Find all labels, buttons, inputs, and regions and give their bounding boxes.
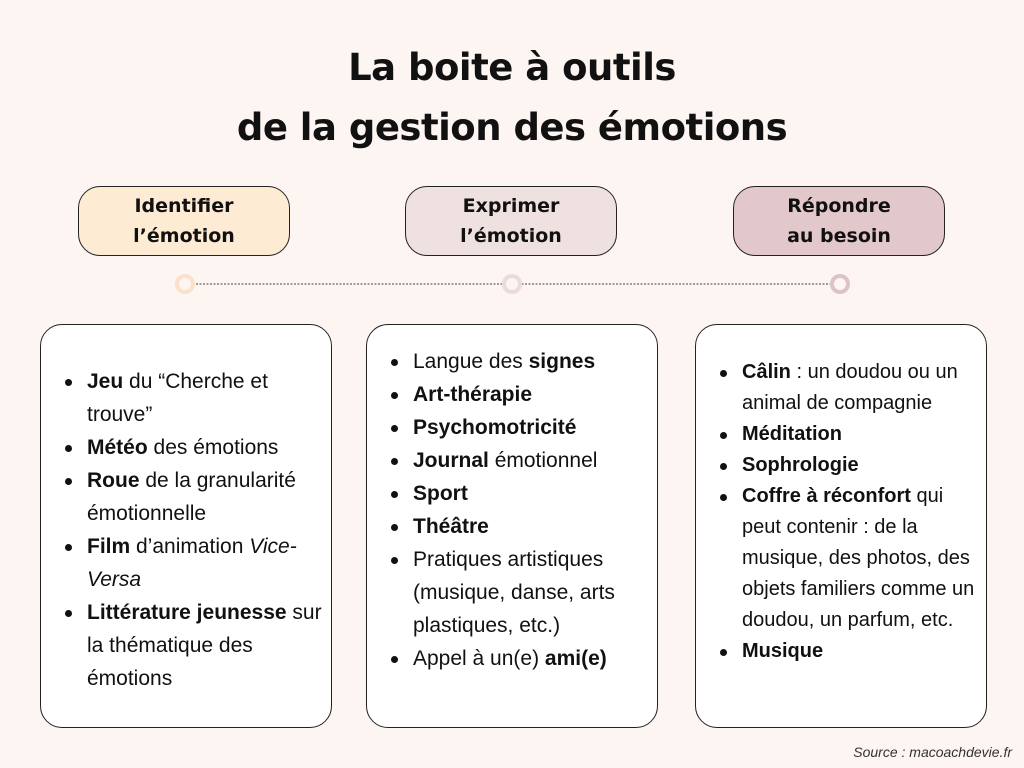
tool-name: Coffre à réconfort	[742, 485, 911, 507]
tool-name: Météo	[87, 436, 148, 459]
tool-item	[716, 636, 978, 667]
tool-name: signes	[528, 350, 596, 373]
tool-description: du “Cherche et trouve”	[87, 370, 268, 426]
tool-item	[61, 365, 323, 431]
tool-description: : un doudou ou un animal de compagnie	[742, 361, 958, 414]
tool-item	[387, 477, 649, 510]
tool-title-italic: Vice-Versa	[87, 535, 297, 591]
tool-description: Appel à un(e)	[413, 647, 545, 670]
tool-name: Art-thérapie	[413, 383, 533, 406]
tools-list-repondre	[716, 357, 978, 667]
tool-item	[716, 481, 978, 636]
step-repondre-line-1: Répondre	[787, 195, 891, 217]
tool-description: des émotions	[147, 436, 279, 459]
tool-item	[61, 596, 323, 695]
tools-list-exprimer	[387, 345, 649, 675]
tool-name: Littérature jeunesse	[87, 601, 287, 624]
tool-name: Sport	[413, 482, 468, 505]
tool-name: ami(e)	[544, 647, 607, 670]
tool-item	[716, 419, 978, 450]
tool-item	[387, 510, 649, 543]
step-exprimer	[405, 186, 617, 256]
tool-description: d’animation	[130, 535, 250, 558]
tool-description: Langue des	[413, 350, 529, 373]
tool-name: Journal	[413, 449, 489, 472]
timeline-dot-1	[177, 276, 193, 292]
step-identifier-line-2: l’émotion	[133, 225, 235, 247]
tool-name: Sophrologie	[742, 454, 859, 476]
tool-item	[61, 464, 323, 530]
card-exprimer	[366, 324, 658, 728]
step-exprimer-line-2: l’émotion	[460, 225, 562, 247]
title-line-1: La boite à outils	[348, 46, 676, 89]
tool-description: émotionnel	[488, 449, 598, 472]
tool-name: Roue	[87, 469, 140, 492]
tool-description: qui peut contenir : de la musique, des photos, des objets familiers comme un doudou, un parfum, etc.	[742, 485, 975, 631]
tool-name: Psychomotricité	[413, 416, 577, 439]
step-repondre	[733, 186, 945, 256]
tool-item	[61, 431, 323, 464]
source-credit: Source : macoachdevie.fr	[853, 744, 1012, 760]
tool-item	[387, 378, 649, 411]
tool-description: sur la thématique des émotions	[87, 601, 322, 690]
timeline-dot-2	[504, 276, 520, 292]
tool-item	[387, 642, 649, 675]
tool-description: Pratiques artistiques (musique, danse, arts plastiques, etc.)	[413, 548, 615, 637]
timeline-dot-3	[832, 276, 848, 292]
tool-item	[387, 411, 649, 444]
tool-item	[387, 345, 649, 378]
title-line-2: de la gestion des émotions	[236, 106, 788, 149]
tool-name: Méditation	[742, 423, 842, 445]
tool-item	[61, 530, 323, 596]
tool-name: Jeu	[87, 370, 124, 393]
tool-description: de la granularité émotionnelle	[87, 469, 296, 525]
tool-name: Câlin	[742, 361, 791, 383]
card-identifier	[40, 324, 332, 728]
step-identifier-line-1: Identifier	[134, 195, 234, 217]
step-identifier	[78, 186, 290, 256]
tool-name: Musique	[742, 640, 824, 662]
card-repondre	[695, 324, 987, 728]
tools-list-identifier	[61, 365, 323, 695]
timeline	[0, 270, 1024, 300]
tool-item	[716, 450, 978, 481]
tool-item	[387, 444, 649, 477]
tool-item	[387, 543, 649, 642]
step-repondre-line-2: au besoin	[787, 225, 891, 247]
page-title	[0, 38, 1024, 158]
tool-item	[716, 357, 978, 419]
step-exprimer-line-1: Exprimer	[462, 195, 560, 217]
tool-name: Film	[87, 535, 131, 558]
tool-name: Théâtre	[413, 515, 489, 538]
